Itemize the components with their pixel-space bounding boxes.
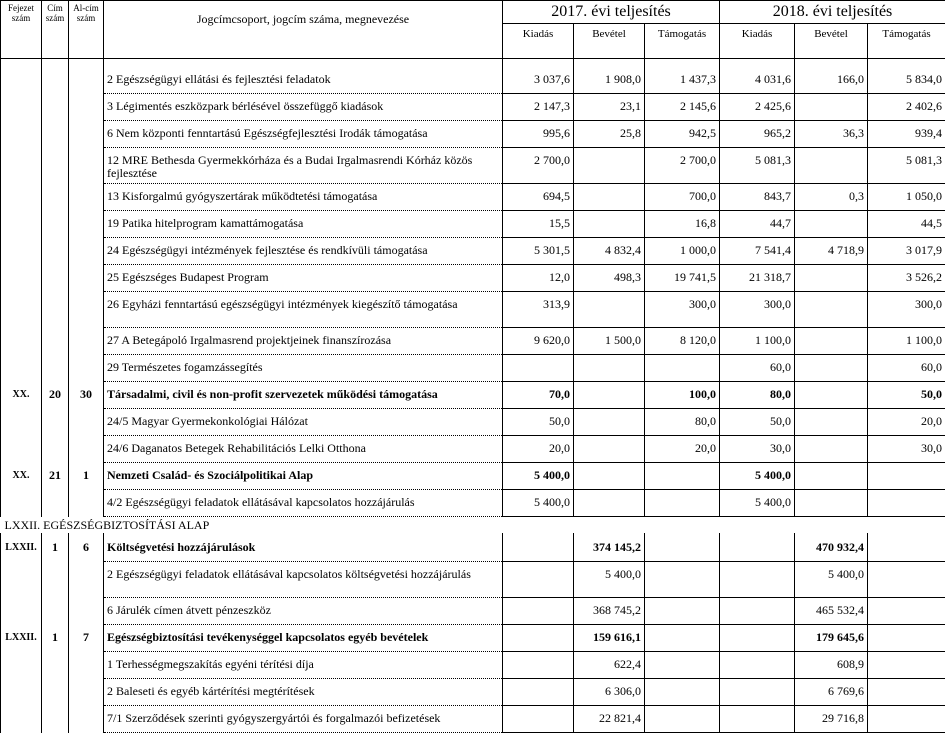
alcim-cell (69, 265, 104, 292)
table-row (1, 121, 945, 148)
tamogatas-2018-cell (868, 535, 945, 562)
fejezet-cell: XX. (1, 382, 42, 409)
table-row (1, 490, 945, 517)
tamogatas-2018-cell: 44,5 (868, 211, 945, 238)
spacer-cell (104, 59, 503, 68)
bevetel-2018-cell (795, 355, 868, 382)
tamogatas-2017-cell: 2 145,6 (645, 94, 720, 121)
tamogatas-2018-cell: 50,0 (868, 382, 945, 409)
bevetel-2018-cell (795, 382, 868, 409)
bevetel-2017-cell: 5 400,0 (574, 562, 645, 598)
cim-cell (42, 265, 69, 292)
bevetel-2017-cell (574, 436, 645, 463)
cim-cell (42, 184, 69, 211)
tamogatas-2017-cell: 700,0 (645, 184, 720, 211)
name-cell: 13 Kisforgalmú gyógyszertárak működtetési támogatása (104, 184, 503, 211)
bevetel-2017-cell: 23,1 (574, 94, 645, 121)
kiadas-2018-cell: 5 400,0 (720, 490, 795, 517)
alcim-cell: 30 (69, 382, 104, 409)
fejezet-cell (1, 292, 42, 328)
tamogatas-2018-cell (868, 625, 945, 652)
table-row (1, 292, 945, 328)
name-cell: 2 Egészségügyi feladatok ellátásával kapcsolatos költségvetési hozzájárulás (104, 562, 503, 598)
section-title: LXXII. EGÉSZSÉGBIZTOSÍTÁSI ALAP (1, 517, 945, 534)
bevetel-2017-cell (574, 211, 645, 238)
kiadas-2017-cell (503, 598, 574, 625)
kiadas-2018-cell: 300,0 (720, 292, 795, 328)
tamogatas-2018-cell (868, 679, 945, 706)
alcim-cell: 7 (69, 625, 104, 652)
fejezet-cell (1, 436, 42, 463)
kiadas-2017-cell (503, 535, 574, 562)
bevetel-2017-cell (574, 382, 645, 409)
table-row (1, 148, 945, 184)
bevetel-2017-cell (574, 184, 645, 211)
header-bevetel-2018: Bevétel (795, 24, 868, 59)
kiadas-2017-cell: 5 400,0 (503, 490, 574, 517)
bevetel-2017-cell: 622,4 (574, 652, 645, 679)
section-header (1, 517, 945, 534)
kiadas-2017-cell: 2 700,0 (503, 148, 574, 184)
fejezet-cell (1, 328, 42, 355)
cim-cell (42, 652, 69, 679)
name-cell: 27 A Betegápoló Irgalmasrend projektjeinek finanszírozása (104, 328, 503, 355)
alcim-cell (69, 652, 104, 679)
bevetel-2018-cell: 470 932,4 (795, 535, 868, 562)
fejezet-cell (1, 211, 42, 238)
bevetel-2018-cell (795, 436, 868, 463)
spacer-cell (503, 59, 574, 68)
bevetel-2018-cell (795, 94, 868, 121)
name-cell: 26 Egyházi fenntartású egészségügyi intézmények kiegészítő támogatása (104, 292, 503, 328)
alcim-cell (69, 94, 104, 121)
fejezet-cell (1, 355, 42, 382)
tamogatas-2017-cell (645, 679, 720, 706)
kiadas-2017-cell (503, 625, 574, 652)
fejezet-cell (1, 67, 42, 94)
bevetel-2018-cell (795, 490, 868, 517)
cim-cell (42, 328, 69, 355)
kiadas-2018-cell (720, 562, 795, 598)
table-row (1, 679, 945, 706)
tamogatas-2018-cell: 30,0 (868, 436, 945, 463)
kiadas-2018-cell: 1 100,0 (720, 328, 795, 355)
cim-cell (42, 562, 69, 598)
cim-cell (42, 436, 69, 463)
tamogatas-2017-cell (645, 490, 720, 517)
header-fejezet: Fejezet szám (1, 1, 42, 59)
tamogatas-2018-cell (868, 562, 945, 598)
header-cim: Cím szám (42, 1, 69, 59)
kiadas-2018-cell: 60,0 (720, 355, 795, 382)
name-cell: 7/1 Szerződések szerinti gyógyszergyártói és forgalmazói befizetések (104, 706, 503, 733)
name-cell: 6 Nem központi fenntartású Egészségfejlesztési Irodák támogatása (104, 121, 503, 148)
spacer-cell (42, 59, 69, 68)
kiadas-2018-cell: 21 318,7 (720, 265, 795, 292)
cim-cell: 1 (42, 535, 69, 562)
kiadas-2018-cell (720, 535, 795, 562)
alcim-cell (69, 706, 104, 733)
kiadas-2017-cell: 995,6 (503, 121, 574, 148)
fejezet-cell (1, 184, 42, 211)
kiadas-2018-cell: 5 400,0 (720, 463, 795, 490)
kiadas-2017-cell: 313,9 (503, 292, 574, 328)
bevetel-2017-cell: 1 500,0 (574, 328, 645, 355)
name-cell: 2 Egészségügyi ellátási és fejlesztési feladatok (104, 67, 503, 94)
name-cell: Költségvetési hozzájárulások (104, 535, 503, 562)
tamogatas-2017-cell (645, 463, 720, 490)
kiadas-2018-cell: 843,7 (720, 184, 795, 211)
fejezet-cell (1, 490, 42, 517)
kiadas-2017-cell: 15,5 (503, 211, 574, 238)
name-cell: 6 Járulék címen átvett pénzeszköz (104, 598, 503, 625)
bevetel-2018-cell (795, 292, 868, 328)
alcim-cell: 6 (69, 535, 104, 562)
alcim-cell (69, 121, 104, 148)
fejezet-cell (1, 265, 42, 292)
kiadas-2018-cell: 30,0 (720, 436, 795, 463)
fejezet-cell (1, 679, 42, 706)
spacer-cell (795, 59, 868, 68)
fejezet-cell (1, 238, 42, 265)
spacer-cell (1, 59, 42, 68)
table-row (1, 652, 945, 679)
kiadas-2017-cell (503, 355, 574, 382)
tamogatas-2018-cell: 3 526,2 (868, 265, 945, 292)
kiadas-2018-cell: 80,0 (720, 382, 795, 409)
kiadas-2017-cell: 5 400,0 (503, 463, 574, 490)
header-kiadas-2017: Kiadás (503, 24, 574, 59)
tamogatas-2018-cell (868, 652, 945, 679)
bevetel-2018-cell: 166,0 (795, 67, 868, 94)
bevetel-2018-cell (795, 265, 868, 292)
table-row (1, 211, 945, 238)
bevetel-2018-cell: 29 716,8 (795, 706, 868, 733)
header-kiadas-2018: Kiadás (720, 24, 795, 59)
bevetel-2018-cell: 0,3 (795, 184, 868, 211)
bevetel-2018-cell: 5 400,0 (795, 562, 868, 598)
table-row (1, 535, 945, 562)
tamogatas-2018-cell: 300,0 (868, 292, 945, 328)
table-row (1, 355, 945, 382)
bevetel-2017-cell (574, 355, 645, 382)
name-cell: Társadalmi, civil és non-profit szervezetek működési támogatása (104, 382, 503, 409)
table-body-main (1, 59, 945, 517)
spacer-cell (69, 59, 104, 68)
bevetel-2017-cell: 368 745,2 (574, 598, 645, 625)
bevetel-2017-cell (574, 409, 645, 436)
spacer-cell (645, 59, 720, 68)
name-cell: 29 Természetes fogamzássegítés (104, 355, 503, 382)
alcim-cell (69, 409, 104, 436)
alcim-cell (69, 184, 104, 211)
kiadas-2018-cell: 2 425,6 (720, 94, 795, 121)
fejezet-cell: XX. (1, 463, 42, 490)
table-row (1, 328, 945, 355)
kiadas-2018-cell: 50,0 (720, 409, 795, 436)
cim-cell: 21 (42, 463, 69, 490)
fejezet-cell (1, 409, 42, 436)
kiadas-2018-cell: 44,7 (720, 211, 795, 238)
tamogatas-2017-cell (645, 562, 720, 598)
kiadas-2018-cell (720, 652, 795, 679)
tamogatas-2017-cell (645, 652, 720, 679)
tamogatas-2017-cell: 16,8 (645, 211, 720, 238)
bevetel-2018-cell: 465 532,4 (795, 598, 868, 625)
spacer-cell (720, 59, 795, 68)
cim-cell (42, 148, 69, 184)
bevetel-2018-cell (795, 409, 868, 436)
spacer-cell (574, 59, 645, 68)
name-cell: 25 Egészséges Budapest Program (104, 265, 503, 292)
kiadas-2018-cell (720, 679, 795, 706)
bevetel-2017-cell: 4 832,4 (574, 238, 645, 265)
table-row (1, 436, 945, 463)
spacer-cell (868, 59, 945, 68)
tamogatas-2017-cell (645, 706, 720, 733)
name-cell: Egészségbiztosítási tevékenységgel kapcsolatos egyéb bevételek (104, 625, 503, 652)
tamogatas-2018-cell: 3 017,9 (868, 238, 945, 265)
cim-cell (42, 238, 69, 265)
kiadas-2017-cell: 12,0 (503, 265, 574, 292)
cim-cell (42, 598, 69, 625)
kiadas-2017-cell (503, 562, 574, 598)
header-tamogatas-2018: Támogatás (868, 24, 945, 59)
kiadas-2018-cell: 5 081,3 (720, 148, 795, 184)
bevetel-2017-cell (574, 292, 645, 328)
bevetel-2017-cell (574, 463, 645, 490)
name-cell: 24/5 Magyar Gyermekonkológiai Hálózat (104, 409, 503, 436)
cim-cell (42, 679, 69, 706)
alcim-cell: 1 (69, 463, 104, 490)
tamogatas-2018-cell: 5 834,0 (868, 67, 945, 94)
header-alcim: Al-cím szám (69, 1, 104, 59)
kiadas-2017-cell: 70,0 (503, 382, 574, 409)
tamogatas-2018-cell (868, 490, 945, 517)
table-row (1, 409, 945, 436)
alcim-cell (69, 490, 104, 517)
cim-cell (42, 355, 69, 382)
tamogatas-2018-cell (868, 598, 945, 625)
bevetel-2017-cell (574, 490, 645, 517)
kiadas-2018-cell: 7 541,4 (720, 238, 795, 265)
table-row (1, 265, 945, 292)
fejezet-cell (1, 706, 42, 733)
kiadas-2018-cell (720, 706, 795, 733)
name-cell: 1 Terhességmegszakítás egyéni térítési díja (104, 652, 503, 679)
table-row (1, 67, 945, 94)
tamogatas-2018-cell (868, 706, 945, 733)
tamogatas-2017-cell (645, 355, 720, 382)
table-row (1, 382, 945, 409)
table-row (1, 184, 945, 211)
tamogatas-2017-cell: 1 437,3 (645, 67, 720, 94)
name-cell: Nemzeti Család- és Szociálpolitikai Alap (104, 463, 503, 490)
fejezet-cell (1, 652, 42, 679)
bevetel-2018-cell: 36,3 (795, 121, 868, 148)
alcim-cell (69, 598, 104, 625)
tamogatas-2017-cell: 942,5 (645, 121, 720, 148)
cim-cell (42, 211, 69, 238)
bevetel-2018-cell: 608,9 (795, 652, 868, 679)
kiadas-2018-cell: 4 031,6 (720, 67, 795, 94)
tamogatas-2017-cell: 1 000,0 (645, 238, 720, 265)
table-row (1, 598, 945, 625)
kiadas-2017-cell (503, 706, 574, 733)
tamogatas-2017-cell: 8 120,0 (645, 328, 720, 355)
tamogatas-2018-cell: 20,0 (868, 409, 945, 436)
alcim-cell (69, 67, 104, 94)
alcim-cell (69, 355, 104, 382)
kiadas-2018-cell: 965,2 (720, 121, 795, 148)
cim-cell (42, 94, 69, 121)
table-row (1, 706, 945, 733)
fejezet-cell (1, 598, 42, 625)
bevetel-2017-cell: 498,3 (574, 265, 645, 292)
kiadas-2017-cell: 9 620,0 (503, 328, 574, 355)
kiadas-2017-cell: 694,5 (503, 184, 574, 211)
bevetel-2018-cell (795, 328, 868, 355)
cim-cell (42, 490, 69, 517)
tamogatas-2018-cell: 60,0 (868, 355, 945, 382)
table-row (1, 463, 945, 490)
table-row (1, 94, 945, 121)
bevetel-2018-cell: 179 645,6 (795, 625, 868, 652)
bevetel-2017-cell: 1 908,0 (574, 67, 645, 94)
cim-cell (42, 121, 69, 148)
tamogatas-2017-cell: 19 741,5 (645, 265, 720, 292)
header-bevetel-2017: Bevétel (574, 24, 645, 59)
tamogatas-2018-cell: 5 081,3 (868, 148, 945, 184)
name-cell: 3 Légimentés eszközpark bérlésével összefüggő kiadások (104, 94, 503, 121)
bevetel-2018-cell (795, 211, 868, 238)
kiadas-2017-cell: 50,0 (503, 409, 574, 436)
name-cell: 24 Egészségügyi intézmények fejlesztése és rendkívüli támogatása (104, 238, 503, 265)
alcim-cell (69, 148, 104, 184)
alcim-cell (69, 679, 104, 706)
header-tamogatas-2017: Támogatás (645, 24, 720, 59)
alcim-cell (69, 292, 104, 328)
tamogatas-2017-cell: 80,0 (645, 409, 720, 436)
table-body-alap (1, 533, 945, 733)
alcim-cell (69, 328, 104, 355)
fejezet-cell (1, 94, 42, 121)
bevetel-2017-cell: 6 306,0 (574, 679, 645, 706)
fejezet-cell (1, 148, 42, 184)
bevetel-2018-cell (795, 463, 868, 490)
fejezet-cell (1, 562, 42, 598)
bevetel-2017-cell: 25,8 (574, 121, 645, 148)
kiadas-2017-cell: 3 037,6 (503, 67, 574, 94)
fejezet-cell: LXXII. (1, 625, 42, 652)
cim-cell (42, 292, 69, 328)
bevetel-2018-cell: 4 718,9 (795, 238, 868, 265)
tamogatas-2017-cell: 20,0 (645, 436, 720, 463)
alcim-cell (69, 211, 104, 238)
header-year-2018: 2018. évi teljesítés (720, 1, 945, 24)
bevetel-2017-cell: 374 145,2 (574, 535, 645, 562)
table-row (1, 625, 945, 652)
cim-cell: 1 (42, 625, 69, 652)
kiadas-2017-cell: 20,0 (503, 436, 574, 463)
bevetel-2018-cell (795, 148, 868, 184)
tamogatas-2018-cell: 2 402,6 (868, 94, 945, 121)
kiadas-2017-cell (503, 679, 574, 706)
header-year-2017: 2017. évi teljesítés (503, 1, 720, 24)
bevetel-2017-cell: 159 616,1 (574, 625, 645, 652)
fejezet-cell (1, 121, 42, 148)
kiadas-2018-cell (720, 625, 795, 652)
kiadas-2017-cell: 5 301,5 (503, 238, 574, 265)
alcim-cell (69, 436, 104, 463)
cim-cell (42, 706, 69, 733)
alcim-cell (69, 238, 104, 265)
kiadas-2017-cell (503, 652, 574, 679)
bevetel-2017-cell: 22 821,4 (574, 706, 645, 733)
tamogatas-2017-cell: 2 700,0 (645, 148, 720, 184)
tamogatas-2017-cell: 100,0 (645, 382, 720, 409)
tamogatas-2018-cell: 1 050,0 (868, 184, 945, 211)
table-row (1, 562, 945, 598)
bevetel-2017-cell (574, 148, 645, 184)
name-cell: 2 Baleseti és egyéb kártérítési megtérítések (104, 679, 503, 706)
tamogatas-2018-cell: 939,4 (868, 121, 945, 148)
name-cell: 12 MRE Bethesda Gyermekkórháza és a Budai Irgalmasrendi Kórház közös fejlesztése (104, 148, 503, 184)
table-row (1, 238, 945, 265)
name-cell: 24/6 Daganatos Betegek Rehabilitációs Lelki Otthona (104, 436, 503, 463)
cim-cell (42, 67, 69, 94)
cim-cell (42, 409, 69, 436)
bevetel-2018-cell: 6 769,6 (795, 679, 868, 706)
kiadas-2018-cell (720, 598, 795, 625)
fejezet-cell: LXXII. (1, 535, 42, 562)
tamogatas-2018-cell (868, 463, 945, 490)
tamogatas-2017-cell (645, 535, 720, 562)
tamogatas-2018-cell: 1 100,0 (868, 328, 945, 355)
header-name: Jogcímcsoport, jogcím száma, megnevezése (104, 1, 503, 59)
tamogatas-2017-cell (645, 598, 720, 625)
tamogatas-2017-cell: 300,0 (645, 292, 720, 328)
cim-cell: 20 (42, 382, 69, 409)
name-cell: 19 Patika hitelprogram kamattámogatása (104, 211, 503, 238)
name-cell: 4/2 Egészségügyi feladatok ellátásával kapcsolatos hozzájárulás (104, 490, 503, 517)
tamogatas-2017-cell (645, 625, 720, 652)
alcim-cell (69, 562, 104, 598)
kiadas-2017-cell: 2 147,3 (503, 94, 574, 121)
